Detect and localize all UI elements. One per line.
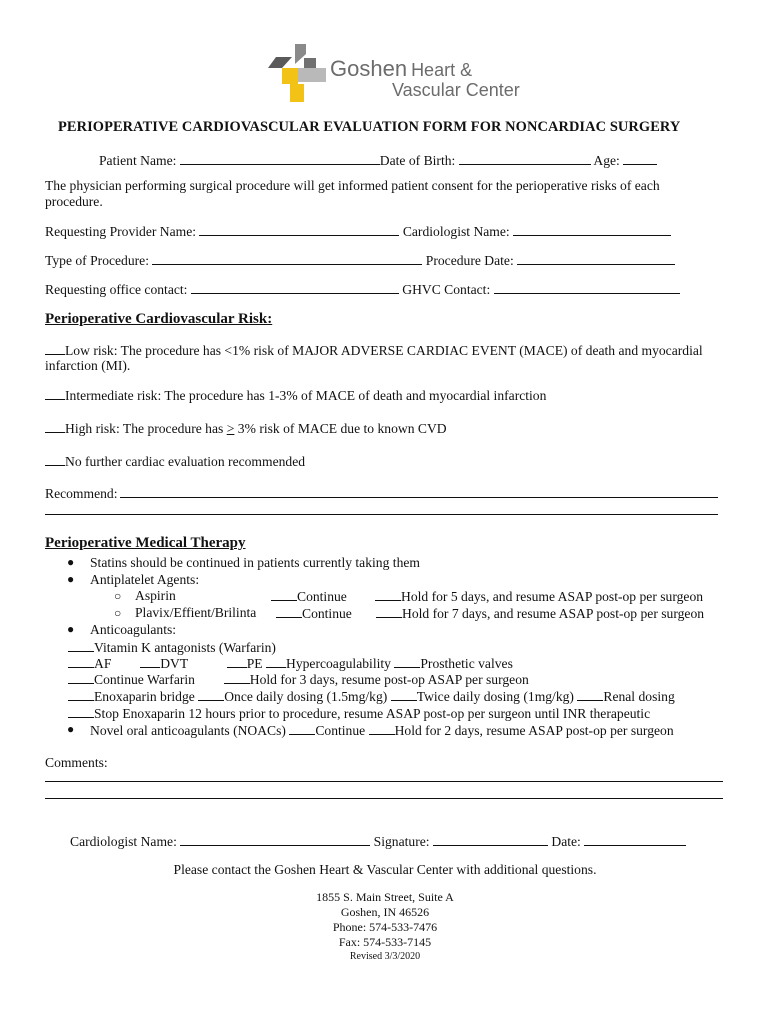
address-fax: Fax: 574-533-7145 xyxy=(338,935,432,949)
low-risk-text-2: infarction (MI). xyxy=(45,358,131,373)
office-contact-field[interactable] xyxy=(191,281,399,294)
signature-label: Signature: xyxy=(373,834,430,849)
dvt-text: DVT xyxy=(160,656,188,671)
low-risk-option xyxy=(45,342,703,359)
high-risk-text-post: 3% risk of MACE due to known CVD xyxy=(237,421,447,436)
patient-info-row xyxy=(99,152,657,169)
contact-row xyxy=(45,281,680,298)
dob-field[interactable] xyxy=(459,152,591,165)
hypercoag-check[interactable] xyxy=(266,655,286,668)
logo-text-vascular: Vascular Center xyxy=(392,80,520,100)
enox-bridge-text: Enoxaparin bridge xyxy=(94,689,195,704)
pe-text: PE xyxy=(246,656,263,671)
consent-text-1: The physician performing surgical procedure will get informed patient consent for the perioperative risks of each xyxy=(45,178,660,193)
stop-enox-text: Stop Enoxaparin 12 hours prior to procedure, resume ASAP post-op per surgeon until INR therapeutic xyxy=(94,706,651,721)
logo-text-heart: Heart & xyxy=(411,60,473,80)
plavix-continue-check[interactable] xyxy=(276,605,302,618)
signature-field[interactable] xyxy=(433,833,548,846)
noacs-hold-text: Hold for 2 days, resume ASAP post-op per surgeon xyxy=(394,723,674,738)
statins-text: Statins should be continued in patients currently taking them xyxy=(90,555,420,570)
pe-check[interactable] xyxy=(227,655,247,668)
address-phone: Phone: 574-533-7476 xyxy=(332,920,438,934)
signoff-date-label: Date: xyxy=(551,834,581,849)
comments-line-2[interactable] xyxy=(45,798,723,799)
plavix-continue-option xyxy=(276,605,352,622)
antiplatelet-label: Antiplatelet Agents: xyxy=(90,572,200,587)
noacs-label: Novel oral anticoagulants (NOACs) xyxy=(90,723,286,738)
logo xyxy=(268,44,520,102)
twice-daily-check[interactable] xyxy=(391,688,417,701)
vka-check[interactable] xyxy=(68,639,94,652)
once-daily-text: Once daily dosing (1.5mg/kg) xyxy=(224,689,388,704)
prosthetic-text: Prosthetic valves xyxy=(420,656,513,671)
revised-date: Revised 3/3/2020 xyxy=(349,951,421,962)
no-further-text: No further cardiac evaluation recommended xyxy=(65,454,306,469)
address-line-2: Goshen, IN 46526 xyxy=(340,905,430,919)
af-text: AF xyxy=(94,656,112,671)
contact-note: Please contact the Goshen Heart & Vascular Center with additional questions. xyxy=(173,862,597,877)
high-risk-ge-symbol: > xyxy=(226,421,235,436)
intermediate-risk-option xyxy=(45,387,546,404)
form-title: PERIOPERATIVE CARDIOVASCULAR EVALUATION FORM FOR NONCARDIAC SURGERY xyxy=(58,119,681,135)
procedure-row xyxy=(45,252,675,269)
stop-enox-check[interactable] xyxy=(68,705,94,718)
bullet-icon: ● xyxy=(67,722,75,736)
provider-row xyxy=(45,223,671,240)
renal-text: Renal dosing xyxy=(603,689,675,704)
indication-row xyxy=(68,655,513,672)
dvt-check[interactable] xyxy=(140,655,160,668)
recommend-line-1[interactable] xyxy=(120,497,718,498)
comments-line-1[interactable] xyxy=(45,781,723,782)
recommend-label: Recommend: xyxy=(45,486,118,501)
plavix-continue-text: Continue xyxy=(302,606,352,621)
circle-bullet-icon: ○ xyxy=(114,606,122,620)
ghvc-contact-field[interactable] xyxy=(494,281,680,294)
once-daily-check[interactable] xyxy=(198,688,224,701)
type-of-procedure-field[interactable] xyxy=(152,252,422,265)
cardiologist-field[interactable] xyxy=(513,223,671,236)
noacs-hold-check[interactable] xyxy=(369,722,395,735)
aspirin-label: Aspirin xyxy=(135,588,176,603)
warfarin-row xyxy=(68,671,529,688)
high-risk-option xyxy=(45,420,447,437)
therapy-heading: Perioperative Medical Therapy xyxy=(45,535,246,551)
type-of-procedure-label: Type of Procedure: xyxy=(45,253,149,268)
address-line-1: 1855 S. Main Street, Suite A xyxy=(316,890,454,904)
age-field[interactable] xyxy=(623,152,657,165)
plavix-hold-option xyxy=(376,605,704,622)
af-check[interactable] xyxy=(68,655,94,668)
requesting-provider-label: Requesting Provider Name: xyxy=(45,224,197,239)
noacs-row xyxy=(90,722,674,739)
no-further-check[interactable] xyxy=(45,453,65,466)
anticoagulants-label: Anticoagulants: xyxy=(90,622,177,637)
renal-check[interactable] xyxy=(577,688,603,701)
low-risk-check[interactable] xyxy=(45,342,65,355)
address-block xyxy=(0,890,770,964)
comments-label: Comments: xyxy=(45,755,108,770)
circle-bullet-icon: ○ xyxy=(114,589,122,603)
cardiologist-label: Cardiologist Name: xyxy=(402,224,510,239)
prosthetic-check[interactable] xyxy=(394,655,420,668)
consent-text-2: procedure. xyxy=(45,194,103,209)
aspirin-continue-check[interactable] xyxy=(271,588,297,601)
intermediate-risk-text: Intermediate risk: The procedure has 1-3% of MACE of death and myocardial infarction xyxy=(65,388,547,403)
twice-daily-text: Twice daily dosing (1mg/kg) xyxy=(416,689,574,704)
age-label: Age: xyxy=(593,153,620,168)
office-contact-label: Requesting office contact: xyxy=(45,282,188,297)
dob-label: Date of Birth: xyxy=(379,153,456,168)
patient-name-field[interactable] xyxy=(180,152,380,165)
hypercoag-text: Hypercoagulability xyxy=(286,656,391,671)
ghvc-contact-label: GHVC Contact: xyxy=(402,282,491,297)
procedure-date-field[interactable] xyxy=(517,252,675,265)
bullet-icon: ● xyxy=(67,572,75,586)
patient-name-label: Patient Name: xyxy=(99,153,177,168)
no-further-option xyxy=(45,453,305,470)
aspirin-continue-option xyxy=(271,588,347,605)
enoxaparin-row xyxy=(68,688,675,705)
hold3-text: Hold for 3 days, resume post-op ASAP per surgeon xyxy=(249,672,529,687)
high-risk-text-pre: High risk: The procedure has xyxy=(65,421,224,436)
continue-warfarin-check[interactable] xyxy=(68,671,94,684)
signoff-row xyxy=(70,833,686,850)
logo-mark-icon xyxy=(268,44,326,102)
low-risk-text: Low risk: The procedure has <1% risk of MAJOR ADVERSE CARDIAC EVENT (MACE) of death and myocardial xyxy=(65,343,703,358)
stop-enox-option xyxy=(68,705,650,722)
enox-bridge-check[interactable] xyxy=(68,688,94,701)
procedure-date-label: Procedure Date: xyxy=(425,253,514,268)
plavix-hold-text: Hold for 7 days, and resume ASAP post-op per surgeon xyxy=(402,606,705,621)
aspirin-hold-text: Hold for 5 days, and resume ASAP post-op per surgeon xyxy=(401,589,704,604)
plavix-label: Plavix/Effient/Brilinta xyxy=(135,605,257,620)
aspirin-hold-option xyxy=(375,588,703,605)
bullet-icon: ● xyxy=(67,555,75,569)
signoff-date-field[interactable] xyxy=(584,833,686,846)
recommend-line-2[interactable] xyxy=(45,514,718,515)
high-risk-check[interactable] xyxy=(45,420,65,433)
requesting-provider-field[interactable] xyxy=(199,223,399,236)
plavix-hold-check[interactable] xyxy=(376,605,402,618)
aspirin-hold-check[interactable] xyxy=(375,588,401,601)
hold3-check[interactable] xyxy=(224,671,250,684)
signoff-cardiologist-label: Cardiologist Name: xyxy=(70,834,177,849)
signoff-cardiologist-field[interactable] xyxy=(180,833,370,846)
vka-text: Vitamin K antagonists (Warfarin) xyxy=(94,640,276,655)
aspirin-continue-text: Continue xyxy=(297,589,347,604)
noacs-continue-text: Continue xyxy=(315,723,366,738)
risk-heading: Perioperative Cardiovascular Risk: xyxy=(45,311,273,327)
intermediate-risk-check[interactable] xyxy=(45,387,65,400)
bullet-icon: ● xyxy=(67,622,75,636)
logo-text-goshen: Goshen xyxy=(330,56,408,81)
noacs-continue-check[interactable] xyxy=(289,722,315,735)
continue-warfarin-text: Continue Warfarin xyxy=(94,672,195,687)
vka-option xyxy=(68,639,276,656)
